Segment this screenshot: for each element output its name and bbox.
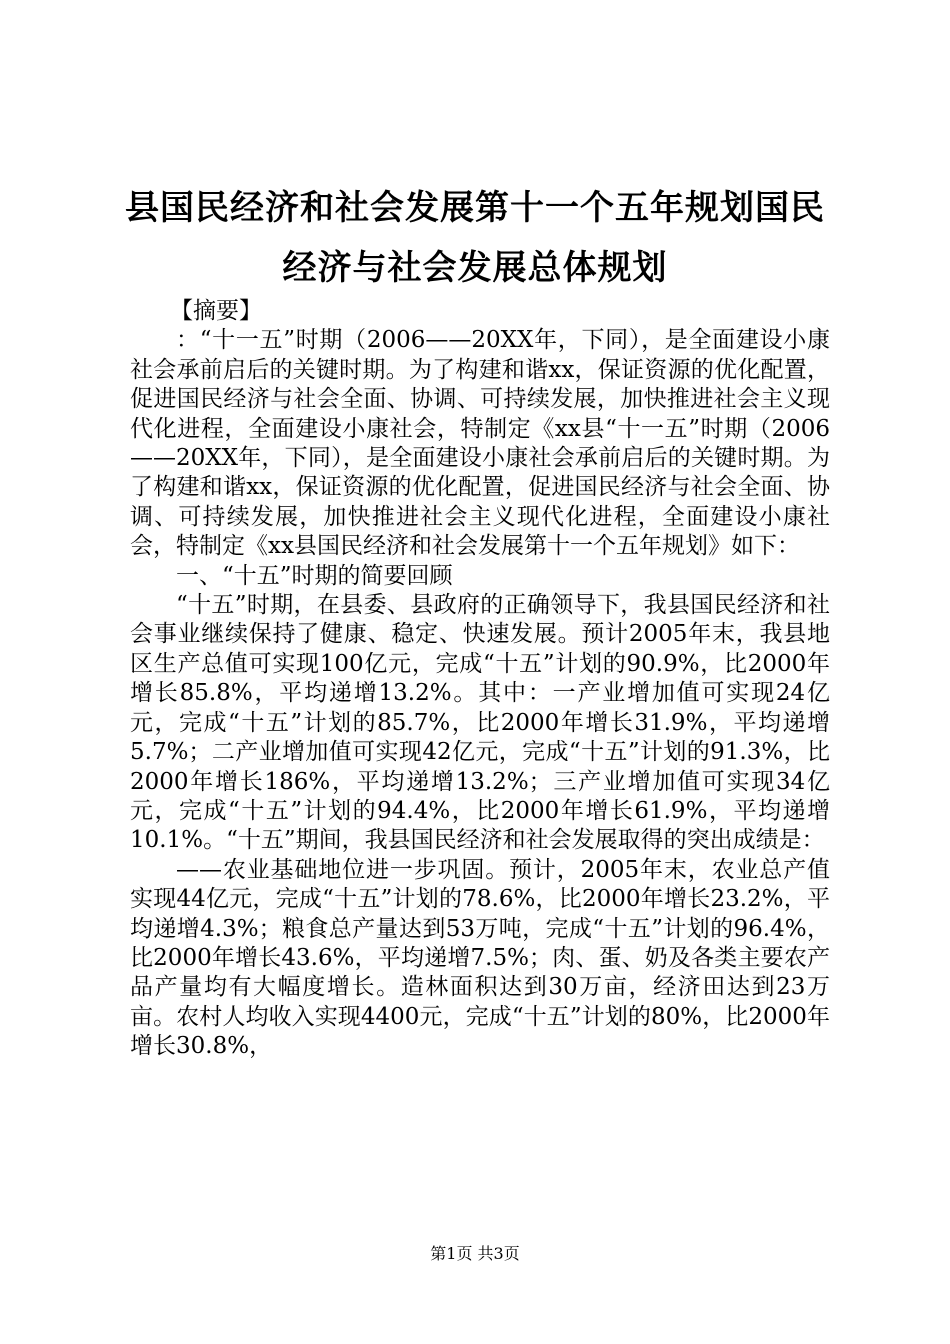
title-line-1: 县国民经济和社会发展第十一个五年规划国民 [125,188,825,228]
agriculture-paragraph: ——农业基础地位进一步巩固。预计，2005年末，农业总产值实现44亿元，完成“十五”计划的78.6%，比2000年增长23.2%，平均递增4.3%；粮食总产量达到53万吨，完成“十五”计划的96.4%，比2000年增长43.6%，平均递增7.5%；肉、蛋、奶及各类主要农产品产量均有大幅度增长。造林面积达到30万亩，经济田达到23万亩。农村人均收入实现4400元，完成“十五”计划的80%，比2000年增长30.8%， [130,856,830,1060]
abstract-paragraph: ：“十一五”时期（2006——20XX年，下同），是全面建设小康社会承前启后的关键时期。为了构建和谐xx，保证资源的优化配置，促进国民经济与社会全面、协调、可持续发展，加快推进社会主义现代化进程，全面建设小康社会，特制定《xx县“十一五”时期（2006——20XX年，下同），是全面建设小康社会承前启后的关键时期。为了构建和谐xx，保证资源的优化配置，促进国民经济与社会全面、协调、可持续发展，加快推进社会主义现代化进程，全面建设小康社会，特制定《xx县国民经济和社会发展第十一个五年规划》如下： [130,327,830,560]
document-title [100,178,850,298]
page-footer: 第1页 共3页 [430,1244,520,1263]
title-line-2: 经济与社会发展总体规划 [282,248,668,288]
review-paragraph: “十五”时期，在县委、县政府的正确领导下，我县国民经济和社会事业继续保持了健康、稳定、快速发展。预计2005年末，我县地区生产总值可实现100亿元，完成“十五”计划的90.9%，比2000年增长85.8%，平均递增13.2%。其中：一产业增加值可实现24亿元，完成“十五”计划的85.7%，比2000年增长31.9%，平均递增5.7%；二产业增加值可实现42亿元，完成“十五”计划的91.3%，比2000年增长186%，平均递增13.2%；三产业增加值可实现34亿元，完成“十五”计划的94.4%，比2000年增长61.9%，平均递增10.1%。“十五”期间，我县国民经济和社会发展取得的突出成绩是： [130,592,830,854]
abstract-label: 【摘要】 [170,298,262,324]
section-heading: 一、“十五”时期的简要回顾 [176,562,453,589]
document-body [130,297,830,1062]
